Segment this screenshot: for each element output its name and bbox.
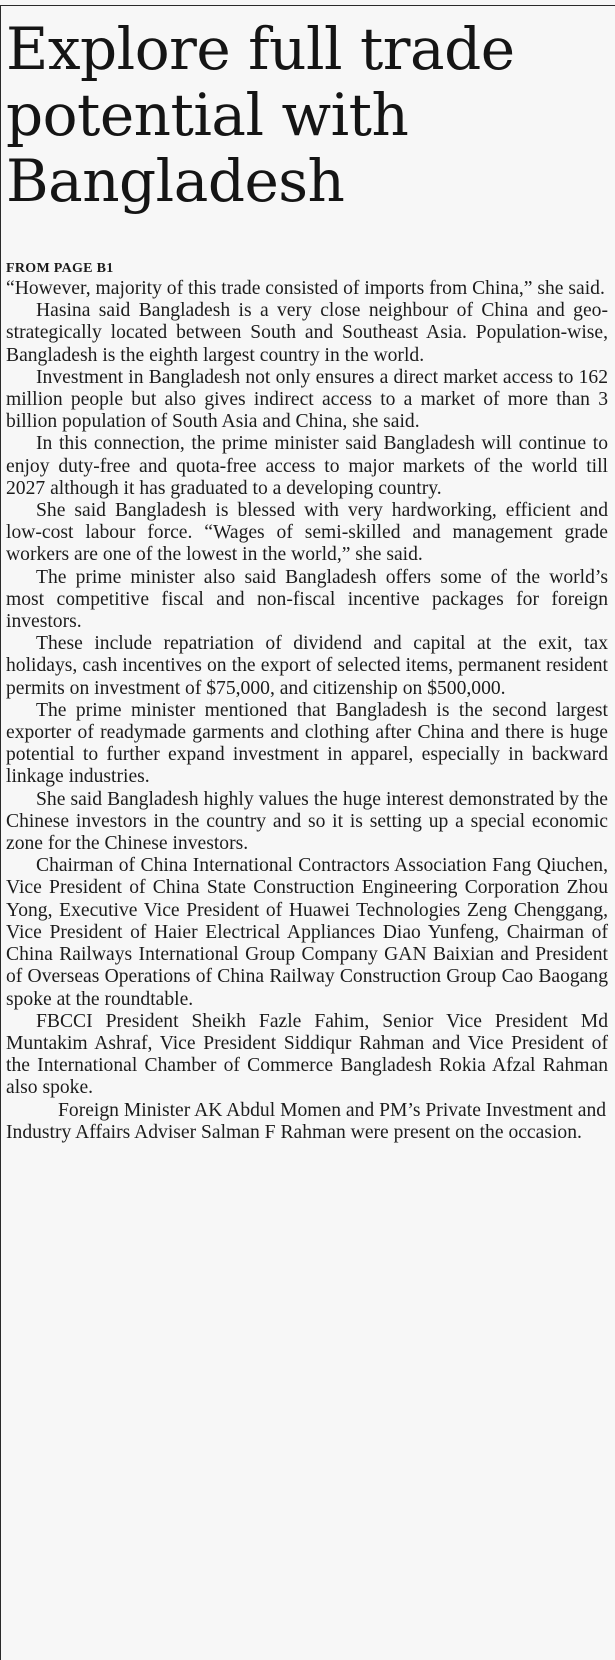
paragraph: These include repatriation of dividend and capital at the exit, tax holidays, cash incentives on the export of selected items, permanent resident permits on investment of $75,000, and citizenship on $500,000. [6,633,608,699]
paragraph: The prime minister mentioned that Bangladesh is the second largest exporter of readymade garments and clothing after China and there is huge potential to further expand investment in apparel, especially in backward linkage industries. [6,699,608,788]
article-body [6,278,608,1144]
article-headline: Explore full trade potential with Bangladesh [6,15,515,215]
paragraph: Hasina said Bangladesh is a very close neighbour of China and geo-strategically located between South and Southeast Asia. Population-wise, Bangladesh is the eighth largest country in the world. [6,300,608,366]
top-border-rule [0,5,615,6]
left-border-rule [0,5,1,1660]
paragraph: Foreign Minister AK Abdul Momen and PM’s Private Investment and Industry Affairs Adviser Salman F Rahman were present on the occasion. [6,1099,607,1143]
paragraph: She said Bangladesh is blessed with very hardworking, efficient and low-cost labour force. “Wages of semi-skilled and management grade workers are one of the lowest in the world,” she said. [6,500,608,566]
continuation-dateline: FROM PAGE B1 [6,261,114,276]
paragraph: FBCCI President Sheikh Fazle Fahim, Senior Vice President Md Muntakim Ashraf, Vice President Siddiqur Rahman and Vice President of the International Chamber of Commerce Bangladesh Rokia Afzal Rahman also spoke. [6,1010,608,1099]
paragraph: The prime minister also said Bangladesh offers some of the world’s most competitive fiscal and non-fiscal incentive packages for foreign investors. [6,566,608,633]
paragraph: “However, majority of this trade consisted of imports from China,” she said. [6,278,605,299]
paragraph: She said Bangladesh highly values the huge interest demonstrated by the Chinese investors in the country and so it is setting up a special economic zone for the Chinese investors. [6,788,608,855]
paragraph: In this connection, the prime minister said Bangladesh will continue to enjoy duty-free and quota-free access to major markets of the world till 2027 although it has graduated to a developing country. [6,433,608,499]
paragraph: Investment in Bangladesh not only ensures a direct market access to 162 million people but also gives indirect access to a market of more than 3 billion population of South Asia and China, she said. [6,366,608,433]
paragraph: Chairman of China International Contractors Association Fang Qiuchen, Vice President of China State Construction Engineering Corporation Zhou Yong, Executive Vice President of Huawei Technologies Zeng Chenggang, Vice President of Haier Electrical Appliances Diao Yunfeng, Chairman of China Railways International Group Company GAN Baixian and President of Overseas Operations of China Railway Construction Group Cao Baogang spoke at the roundtable. [6,855,608,1010]
